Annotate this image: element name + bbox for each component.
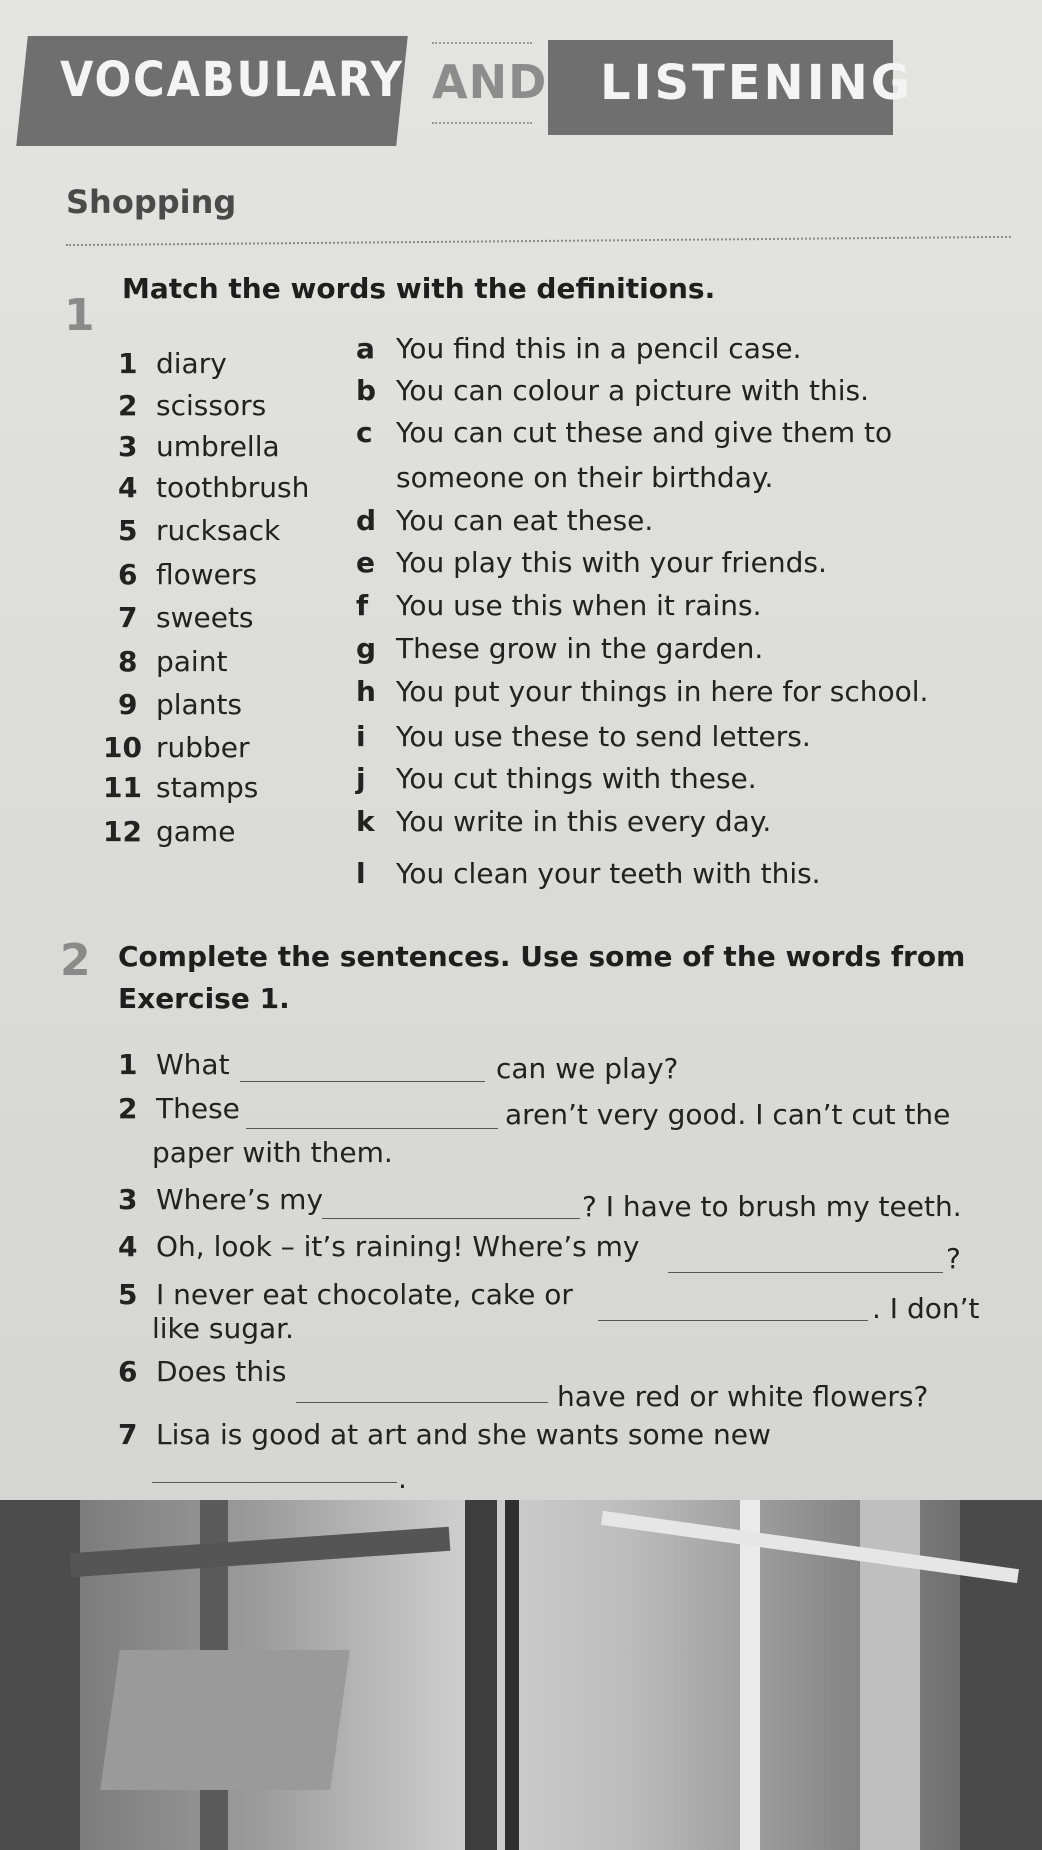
definition-item: c You can cut these and give them to — [356, 416, 893, 449]
sentence-4-end: ? — [946, 1242, 961, 1275]
answer-blank[interactable] — [240, 1081, 485, 1082]
word-item: 9 plants — [118, 688, 243, 721]
sentence-5-continuation: like sugar. — [152, 1312, 295, 1345]
sentence-1: 1 What — [118, 1048, 230, 1081]
and-bottom-rule — [432, 122, 532, 124]
section-title: Shopping — [66, 183, 237, 221]
definition-item: b You can colour a picture with this. — [356, 374, 870, 407]
sentence-5-end: . I don’t — [872, 1292, 980, 1325]
sentence-1-end: can we play? — [496, 1052, 679, 1085]
sentence-7-end: . — [398, 1462, 407, 1495]
and-top-rule — [432, 42, 532, 44]
definition-item: d You can eat these. — [356, 504, 654, 537]
definition-item: h You put your things in here for school. — [356, 675, 929, 708]
word-item: 5 rucksack — [118, 514, 281, 547]
header-listening: LISTENING — [600, 55, 914, 111]
window-photo — [0, 1500, 1042, 1850]
sentence-2-end: aren’t very good. I can’t cut the — [505, 1098, 951, 1131]
exercise-2-instruction-line1: Complete the sentences. Use some of the words from — [118, 940, 966, 973]
sentence-6: 6 Does this — [118, 1355, 287, 1388]
header-and: AND — [432, 55, 548, 109]
answer-blank[interactable] — [296, 1402, 548, 1403]
word-item: 11 stamps — [103, 771, 259, 804]
sentence-2: 2 These — [118, 1092, 240, 1125]
answer-blank[interactable] — [246, 1128, 498, 1129]
definition-item: e You play this with your friends. — [356, 546, 827, 579]
word-item: 7 sweets — [118, 601, 254, 634]
answer-blank[interactable] — [598, 1320, 868, 1321]
header-vocabulary: VOCABULARY — [60, 52, 404, 108]
definition-item: i You use these to send letters. — [356, 720, 811, 753]
definition-item: k You write in this every day. — [356, 805, 772, 838]
word-item: 1 diary — [118, 347, 227, 380]
sentence-4: 4 Oh, look – it’s raining! Where’s my — [118, 1230, 640, 1263]
definition-item: a You find this in a pencil case. — [356, 332, 802, 365]
exercise-2-instruction-line2: Exercise 1. — [118, 982, 290, 1015]
sentence-2-continuation: paper with them. — [152, 1136, 393, 1169]
definition-item: f You use this when it rains. — [356, 589, 762, 622]
definition-item: l You clean your teeth with this. — [356, 857, 821, 890]
exercise-2-number: 2 — [60, 935, 91, 986]
word-item: 6 flowers — [118, 558, 257, 591]
exercise-1-number: 1 — [64, 290, 95, 341]
word-item: 3 umbrella — [118, 430, 280, 463]
definition-item-continuation: someone on their birthday. — [396, 461, 774, 494]
word-item: 10 rubber — [103, 731, 250, 764]
sentence-6-end: have red or white flowers? — [557, 1380, 929, 1413]
word-item: 8 paint — [118, 645, 228, 678]
answer-blank[interactable] — [152, 1482, 397, 1483]
answer-blank[interactable] — [668, 1272, 943, 1273]
answer-blank[interactable] — [322, 1218, 580, 1219]
word-item: 12 game — [103, 815, 236, 848]
word-item: 4 toothbrush — [118, 471, 310, 504]
section-rule — [66, 236, 1011, 246]
sentence-3-end: ? I have to brush my teeth. — [582, 1190, 962, 1223]
exercise-1-instruction: Match the words with the definitions. — [122, 272, 716, 305]
sentence-7: 7 Lisa is good at art and she wants some new — [118, 1418, 771, 1451]
definition-item: j You cut things with these. — [356, 762, 757, 795]
definition-item: g These grow in the garden. — [356, 632, 764, 665]
word-item: 2 scissors — [118, 389, 267, 422]
sentence-5: 5 I never eat chocolate, cake or — [118, 1278, 573, 1311]
sentence-3: 3 Where’s my — [118, 1183, 324, 1216]
